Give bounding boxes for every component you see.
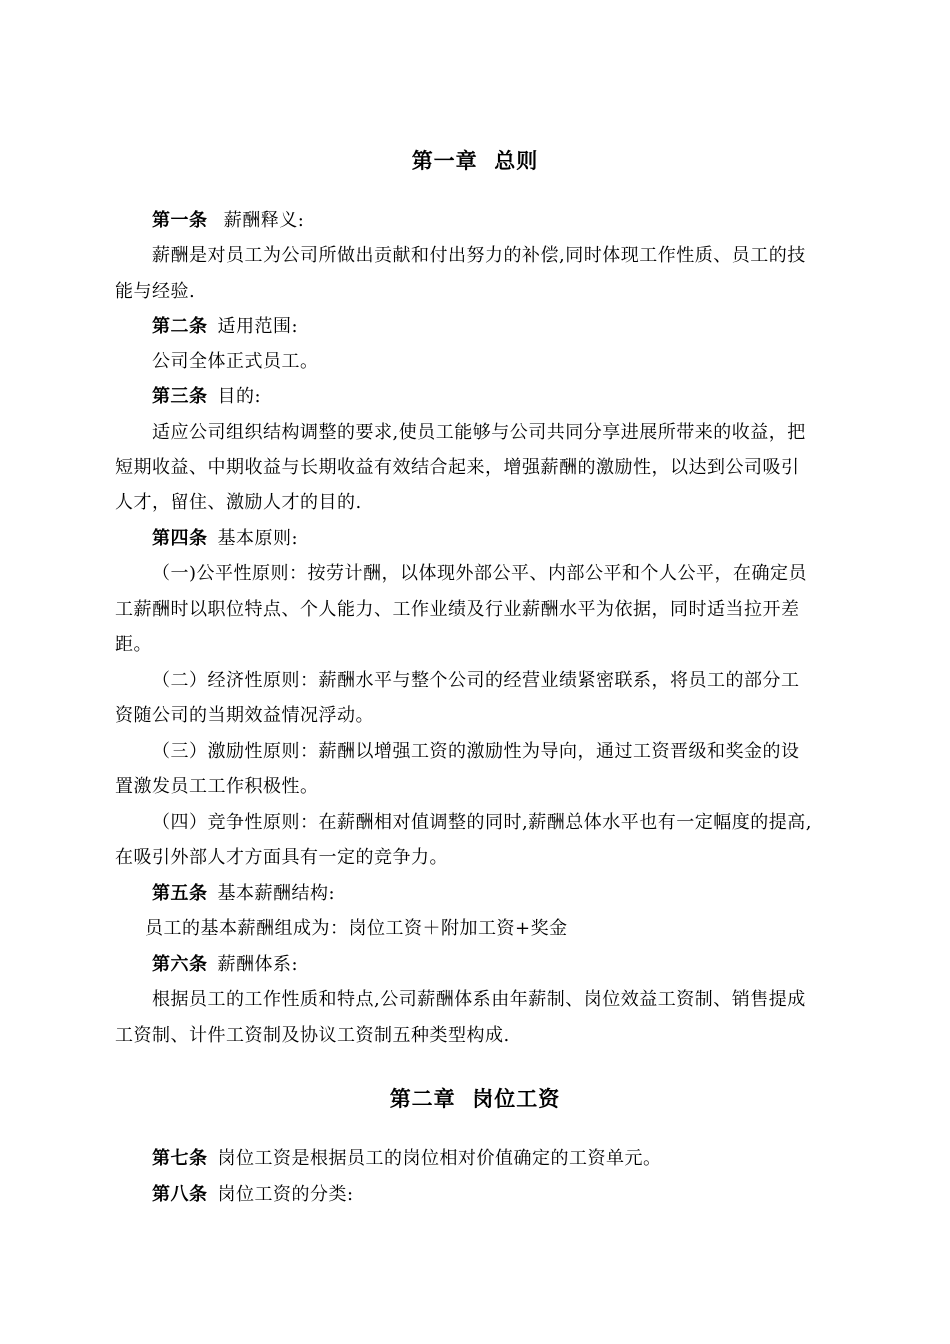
article-1-line-1: 薪酬是对员工为公司所做出贡献和付出努力的补偿,同时体现工作性质、员工的技 [152, 245, 806, 266]
article-4-line-6: （三）激励性原则：薪酬以增强工资的激励性为导向，通过工资晋级和奖金的设 [152, 741, 800, 762]
article-6-title: 薪酬体系: [217, 954, 299, 975]
article-7-title: 岗位工资是根据员工的岗位相对价值确定的工资单元。 [217, 1148, 662, 1169]
article-4-line-3: 距。 [115, 634, 152, 655]
chapter-2-title: 第二章 岗位工资 [389, 1087, 561, 1111]
article-4-heading [152, 527, 298, 551]
article-7-heading [152, 1147, 662, 1171]
article-1-number: 第一条 [152, 210, 208, 231]
article-8-heading [152, 1183, 354, 1207]
article-2-title: 适用范围: [217, 316, 299, 337]
article-4-line-2: 工薪酬时以职位特点、个人能力、工作业绩及行业薪酬水平为依据，同时适当拉开差 [115, 599, 800, 620]
article-7-number: 第七条 [152, 1148, 208, 1169]
chapter-1-title: 第一章 总则 [411, 149, 539, 173]
article-4-line-9: 在吸引外部人才方面具有一定的竞争力。 [115, 847, 448, 868]
article-5-title: 基本薪酬结构: [217, 883, 336, 904]
article-3-heading [152, 385, 261, 409]
article-3-line-1: 适应公司组织结构调整的要求,使员工能够与公司共同分享进展所带来的收益，把 [152, 422, 806, 443]
article-2-line-1: 公司全体正式员工。 [152, 351, 319, 372]
article-4-line-5: 资随公司的当期效益情况浮动。 [115, 705, 374, 726]
article-1-heading [152, 209, 304, 233]
article-1-line-2: 能与经验. [115, 281, 196, 302]
article-4-number: 第四条 [152, 528, 208, 549]
article-4-title: 基本原则: [217, 528, 299, 549]
article-6-line-1: 根据员工的工作性质和特点,公司薪酬体系由年薪制、岗位效益工资制、销售提成 [152, 989, 806, 1010]
article-5-line-1: 员工的基本薪酬组成为：岗位工资＋附加工资+奖金 [145, 918, 568, 939]
article-2-number: 第二条 [152, 316, 208, 337]
article-3-line-3: 人才，留住、激励人才的目的. [115, 492, 362, 513]
article-1-title: 薪酬释义: [217, 210, 305, 231]
article-3-title: 目的: [217, 386, 262, 407]
article-4-line-1: （一)公平性原则：按劳计酬，以体现外部公平、内部公平和个人公平，在确定员 [152, 563, 808, 584]
article-4-line-4: （二）经济性原则：薪酬水平与整个公司的经营业绩紧密联系，将员工的部分工 [152, 670, 800, 691]
article-3-number: 第三条 [152, 386, 208, 407]
article-3-line-2: 短期收益、中期收益与长期收益有效结合起来，增强薪酬的激励性，以达到公司吸引 [115, 457, 800, 478]
article-8-title: 岗位工资的分类: [217, 1184, 354, 1205]
article-5-heading [152, 882, 335, 906]
article-5-number: 第五条 [152, 883, 208, 904]
article-4-line-8: （四）竞争性原则：在薪酬相对值调整的同时,薪酬总体水平也有一定幅度的提高, [152, 812, 812, 833]
article-4-line-7: 置激发员工工作积极性。 [115, 776, 319, 797]
article-8-number: 第八条 [152, 1184, 208, 1205]
article-2-heading [152, 315, 298, 339]
article-6-line-2: 工资制、计件工资制及协议工资制五种类型构成. [115, 1025, 510, 1046]
article-6-heading [152, 953, 298, 977]
article-6-number: 第六条 [152, 954, 208, 975]
